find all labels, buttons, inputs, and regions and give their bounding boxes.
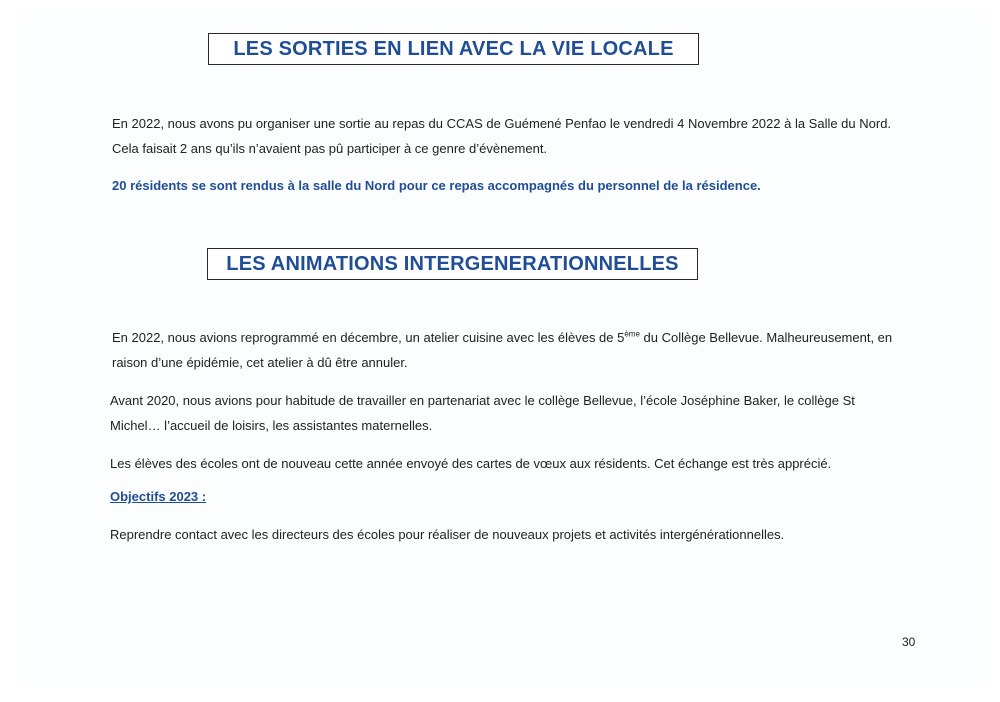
objectives-heading: Objectifs 2023 : [110, 489, 207, 504]
sorties-paragraph-1: En 2022, nous avons pu organiser une sortie au repas du CCAS de Guémené Penfao le vendredi 4 Novembre 2022 à la Salle du Nord. [112, 116, 892, 131]
superscript-eme: ème [624, 329, 640, 339]
section-title-sorties [208, 33, 699, 65]
paragraph-1-before: En 2022, nous avions reprogrammé en décembre, un atelier cuisine avec les élèves de 5 [112, 330, 625, 345]
page-number: 30 [902, 635, 916, 649]
section-title-sorties-text: LES SORTIES EN LIEN AVEC LA VIE LOCALE [233, 37, 674, 60]
document-page [20, 12, 988, 688]
animations-paragraph-2-line-1: Avant 2020, nous avions pour habitude de travailler en partenariat avec le collège Bellevue, l’école Joséphine Baker, le collège St [110, 393, 855, 408]
section-title-animations-text: LES ANIMATIONS INTERGENERATIONNELLES [226, 252, 679, 275]
animations-paragraph-1-line-1 [112, 330, 892, 346]
animations-paragraph-2-line-2: Michel… l’accueil de loisirs, les assistantes maternelles. [110, 418, 433, 433]
animations-paragraph-1-line-2: raison d’une épidémie, cet atelier à dû être annuler. [112, 355, 408, 370]
animations-paragraph-3: Les élèves des écoles ont de nouveau cette année envoyé des cartes de vœux aux résidents. Cet échange est très apprécié. [110, 456, 832, 471]
objectives-text: Reprendre contact avec les directeurs des écoles pour réaliser de nouveaux projets et activités intergénérationnelles. [110, 527, 785, 542]
sorties-paragraph-2: Cela faisait 2 ans qu’ils n’avaient pas pû participer à ce genre d’évènement. [112, 141, 548, 156]
paragraph-1-after: du Collège Bellevue. Malheureusement, en [639, 330, 893, 345]
section-title-animations [207, 248, 698, 280]
sorties-highlight: 20 résidents se sont rendus à la salle du Nord pour ce repas accompagnés du personnel de la résidence. [112, 178, 761, 193]
